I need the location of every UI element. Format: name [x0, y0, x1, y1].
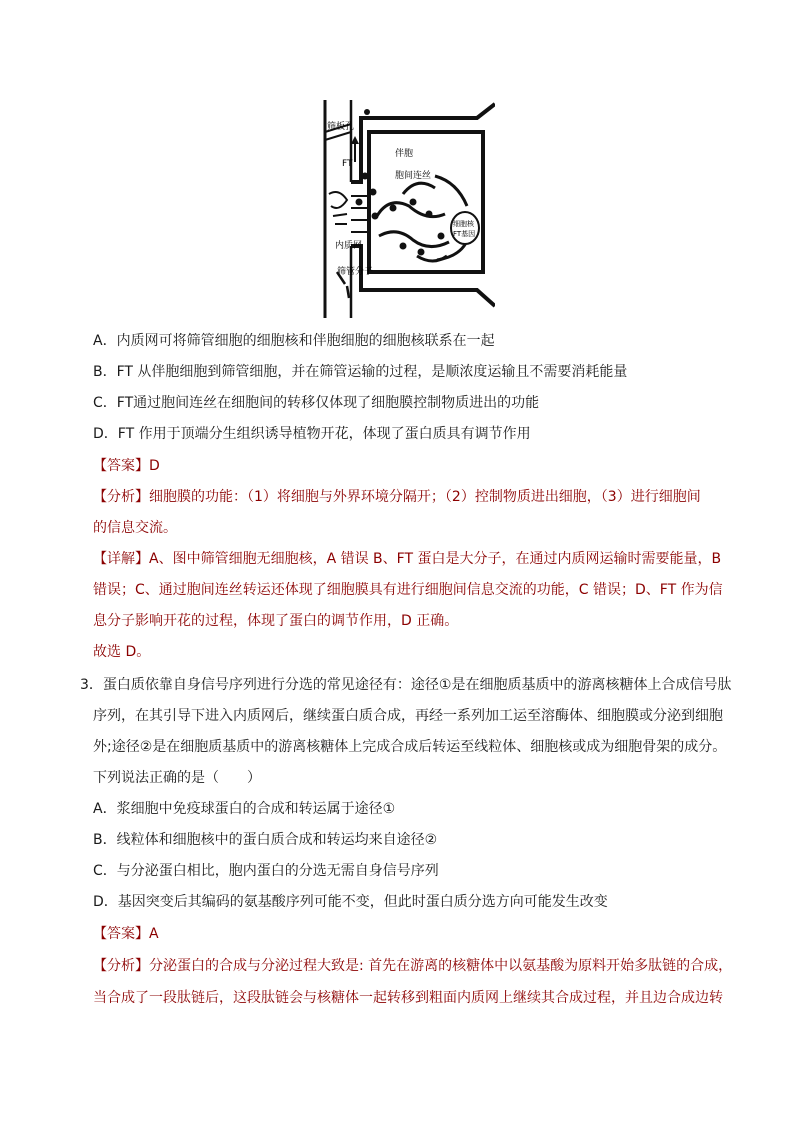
q2-analysis-line-2: 的信息交流。: [93, 520, 177, 536]
q3-analysis-line-1: 【分析】分泌蛋白的合成与分泌过程大致是: 首先在游离的核糖体中以氨基酸为原料开始多肽链的合成，: [93, 958, 733, 974]
label-er: 内质网: [335, 241, 363, 251]
ft-transport-figure: [317, 96, 495, 318]
q3-answer: 【答案】A: [93, 926, 159, 942]
label-sieve-tube: 筛管分子: [337, 267, 374, 277]
label-nucleus: 细胞核: [453, 220, 474, 228]
q2-analysis-line-1: 【分析】细胞膜的功能：（1）将细胞与外界环境分隔开；（2）控制物质进出细胞，（3）进行细胞间: [93, 489, 701, 505]
q3-option-d: D．基因突变后其编码的氨基酸序列可能不变，但此时蛋白质分选方向可能发生改变: [93, 894, 608, 910]
q3-stem-line-3: 外;途径②是在细胞质基质中的游离核糖体上完成合成后转运至线粒体、细胞核或成为细胞骨架的成分。: [93, 739, 727, 755]
q2-answer: 【答案】D: [93, 458, 160, 474]
label-companion-cell: 伴胞: [395, 149, 414, 159]
cell-diagram: [317, 96, 495, 318]
label-sieve-plate: 筛板孔: [327, 122, 355, 132]
label-plasmodesmata: 胞间连丝: [395, 171, 432, 181]
label-ft: FT: [342, 159, 353, 169]
q2-option-c: C．FT通过胞间连丝在细胞间的转移仅体现了细胞膜控制物质进出的功能: [93, 395, 540, 411]
q3-analysis-line-2: 当合成了一段肽链后，这段肽链会与核糖体一起转移到粗面内质网上继续其合成过程，并且边合成边转: [93, 990, 723, 1006]
q3-stem-line-4: 下列说法正确的是（ ）: [93, 770, 261, 786]
q2-detail-line-3: 息分子影响开花的过程，体现了蛋白的调节作用，D 正确。: [93, 613, 459, 629]
q3-stem-line-1: 3．蛋白质依靠自身信号序列进行分选的常见途径有：途径①是在细胞质基质中的游离核糖体上合成信号肽: [80, 677, 732, 693]
q3-option-c: C．与分泌蛋白相比，胞内蛋白的分选无需自身信号序列: [93, 863, 439, 879]
q2-option-a: A．内质网可将筛管细胞的细胞核和伴胞细胞的细胞核联系在一起: [93, 333, 495, 349]
q3-option-b: B．线粒体和细胞核中的蛋白质合成和转运均来自途径②: [93, 832, 438, 848]
q2-detail-line-4: 故选 D。: [93, 644, 151, 660]
q2-option-b: B．FT 从伴胞细胞到筛管细胞，并在筛管运输的过程，是顺浓度运输且不需要消耗能量: [93, 364, 628, 380]
q2-detail-line-1: 【详解】A、图中筛管细胞无细胞核，A 错误 B、FT 蛋白是大分子，在通过内质网运输时需要能量，B: [93, 551, 722, 567]
label-ft-gene: FT基因: [453, 230, 476, 238]
q3-option-a: A．浆细胞中免疫球蛋白的合成和转运属于途径①: [93, 801, 396, 817]
q2-option-d: D．FT 作用于顶端分生组织诱导植物开花，体现了蛋白质具有调节作用: [93, 426, 531, 442]
q3-stem-line-2: 序列，在其引导下进入内质网后，继续蛋白质合成，再经一系列加工运至溶酶体、细胞膜或分泌到细胞: [93, 708, 723, 724]
q2-detail-line-2: 错误；C、通过胞间连丝转运还体现了细胞膜具有进行细胞间信息交流的功能，C 错误；D、FT 作为信: [93, 582, 723, 598]
